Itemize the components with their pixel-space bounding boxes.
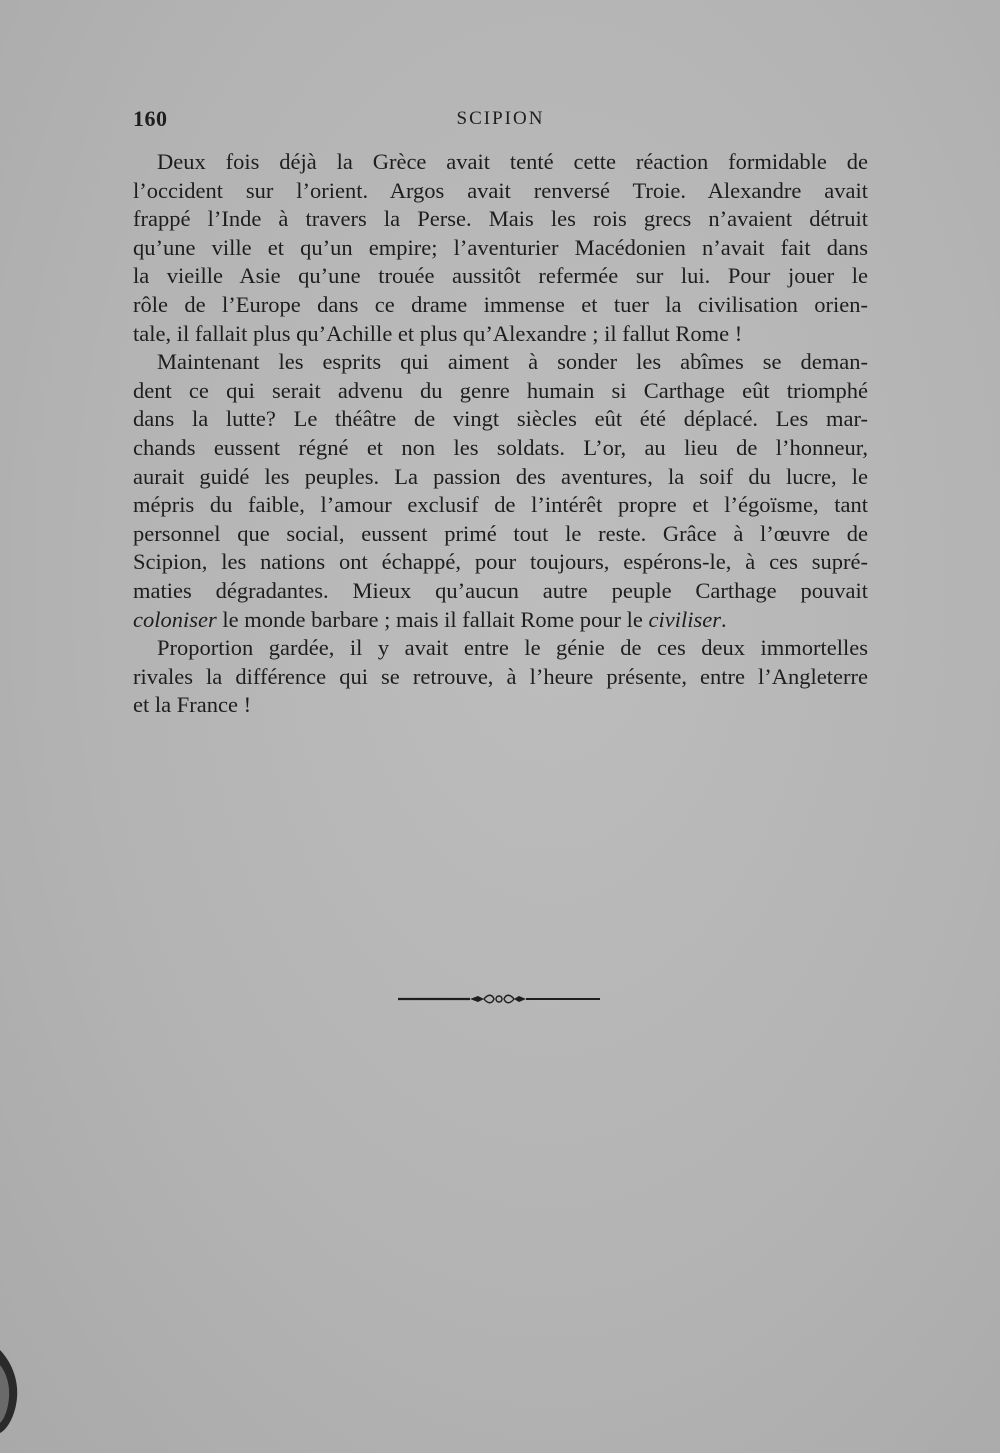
text-line: qu’une ville et qu’un empire; l’aventurier Macédonien n’avait fait dans	[133, 234, 868, 260]
running-title: SCIPION	[456, 108, 545, 129]
text-run: .	[720, 606, 727, 632]
text-line: et la France !	[133, 692, 252, 718]
text-line: Deux fois déjà la Grèce avait tenté cette réaction formidable de	[157, 149, 868, 174]
page-number: 160	[133, 106, 168, 131]
text-line: rivales la différence qui se retrouve, à l’heure présente, entre l’Angleterre	[133, 663, 868, 689]
italic-word: coloniser	[133, 606, 217, 632]
text-line: mépris du faible, l’amour exclusif de l’intérêt propre et l’égoïsme, tant	[133, 492, 868, 518]
text-line: Proportion gardée, il y avait entre le génie de ces deux immortelles	[157, 635, 868, 661]
running-head	[133, 106, 868, 136]
text-line: la vieille Asie qu’une trouée aussitôt refermée sur lui. Pour jouer le	[133, 263, 868, 289]
text-line: Scipion, les nations ont échappé, pour toujours, espérons-le, à ces supré-	[133, 549, 868, 575]
text-line: dent ce qui serait advenu du genre humain si Carthage eût triomphé	[133, 377, 868, 403]
text-line: tale, il fallait plus qu’Achille et plus qu’Alexandre ; il fallut Rome !	[133, 320, 743, 346]
text-line: maties dégradantes. Mieux qu’aucun autre peuple Carthage pouvait	[133, 577, 868, 603]
text-line	[133, 606, 868, 635]
text-line: l’occident sur l’orient. Argos avait renversé Troie. Alexandre avait	[133, 177, 868, 203]
text-line: aurait guidé les peuples. La passion des aventures, la soif du lucre, le	[133, 463, 868, 489]
text-run: le monde barbare ; mais il fallait Rome pour le	[216, 606, 649, 632]
text-line: chands eussent régné et non les soldats. L’or, au lieu de l’honneur,	[133, 434, 868, 460]
text-line: personnel que social, eussent primé tout le reste. Grâce à l’œuvre de	[133, 520, 868, 546]
text-line: Maintenant les esprits qui aiment à sonder les abîmes se deman-	[157, 349, 868, 375]
text-line: dans la lutte? Le théâtre de vingt siècles eût été déplacé. Les mar-	[133, 406, 868, 432]
body-text	[133, 148, 868, 720]
italic-word: civiliser	[648, 606, 721, 632]
scan-edge-shadow	[0, 1345, 30, 1435]
ornamental-tailpiece-icon	[398, 988, 600, 1008]
text-line: frappé l’Inde à travers la Perse. Mais les rois grecs n’avaient détruit	[133, 206, 868, 232]
text-line: rôle de l’Europe dans ce drame immense et tuer la civilisation orien-	[133, 291, 868, 317]
